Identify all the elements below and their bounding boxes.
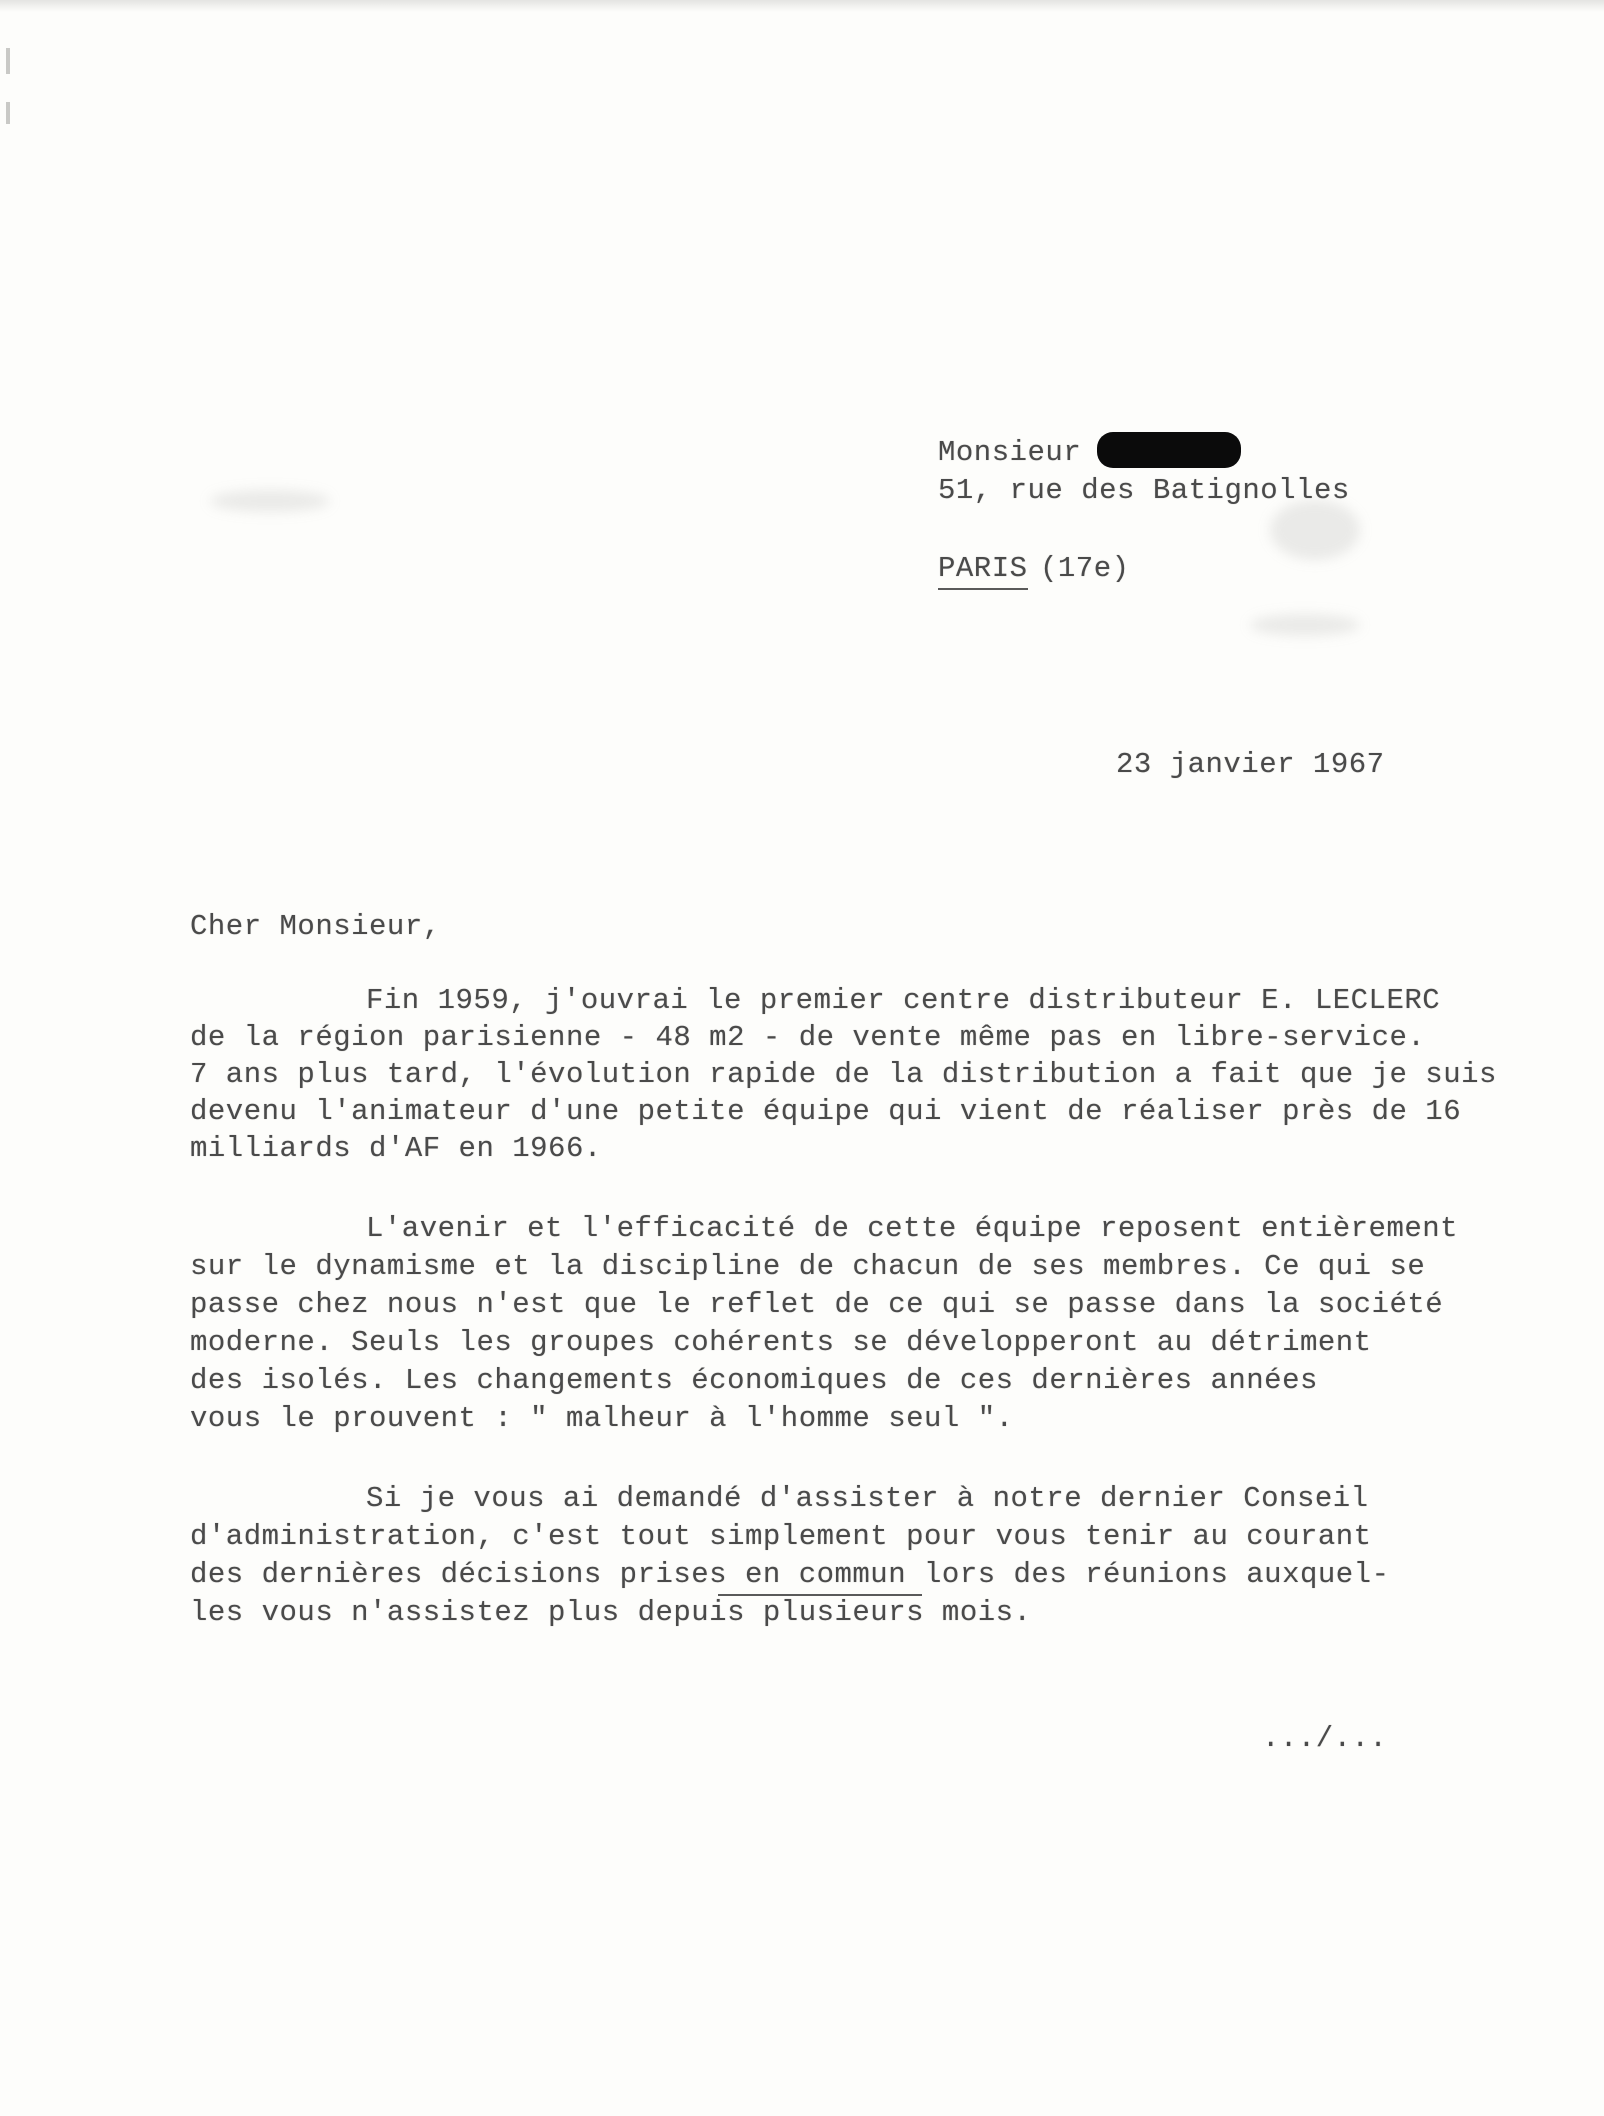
recipient-street: 51, rue des Batignolles bbox=[938, 474, 1350, 507]
greeting: Cher Monsieur, bbox=[190, 910, 441, 943]
paper-edge-mark bbox=[6, 48, 10, 74]
paragraph-3-line: Si je vous ai demandé d'assister à notre dernier Conseil bbox=[366, 1482, 1369, 1515]
city-underline bbox=[938, 588, 1028, 590]
paragraph-1-line: Fin 1959, j'ouvrai le premier centre distributeur E. LECLERC bbox=[366, 984, 1441, 1017]
paragraph-3-line: d'administration, c'est tout simplement pour vous tenir au courant bbox=[190, 1520, 1372, 1553]
paragraph-3-line: des dernières décisions prises en commun lors des réunions auxquel- bbox=[190, 1558, 1390, 1591]
paragraph-3-line: les vous n'assistez plus depuis plusieurs mois. bbox=[190, 1596, 1032, 1629]
paragraph-1-line: 7 ans plus tard, l'évolution rapide de la distribution a fait que je suis bbox=[190, 1058, 1497, 1091]
paragraph-1-line: de la région parisienne - 48 m2 - de vente même pas en libre-service. bbox=[190, 1021, 1426, 1054]
paragraph-2-line: L'avenir et l'efficacité de cette équipe reposent entièrement bbox=[366, 1212, 1459, 1245]
paragraph-1-line: devenu l'animateur d'une petite équipe qui vient de réaliser près de 16 bbox=[190, 1095, 1462, 1128]
paragraph-2-line: vous le prouvent : " malheur à l'homme seul ". bbox=[190, 1402, 1014, 1435]
ink-smudge bbox=[1270, 500, 1360, 560]
ink-smudge bbox=[1250, 614, 1360, 636]
paragraph-2-line: des isolés. Les changements économiques de ces dernières années bbox=[190, 1364, 1318, 1397]
recipient-district: (17e) bbox=[1040, 552, 1130, 585]
recipient-city: PARIS bbox=[938, 552, 1028, 585]
letter-date: 23 janvier 1967 bbox=[1116, 748, 1385, 781]
ink-smudge bbox=[210, 490, 330, 512]
paragraph-1-line: milliards d'AF en 1966. bbox=[190, 1132, 602, 1165]
paragraph-2-line: passe chez nous n'est que le reflet de ce qui se passe dans la société bbox=[190, 1288, 1444, 1321]
paragraph-2-line: moderne. Seuls les groupes cohérents se développeront au détriment bbox=[190, 1326, 1372, 1359]
paragraph-2-line: sur le dynamisme et la discipline de chacun de ses membres. Ce qui se bbox=[190, 1250, 1426, 1283]
paper-edge-mark bbox=[6, 102, 10, 124]
plusieurs-underline bbox=[726, 1594, 896, 1596]
recipient-title: Monsieur bbox=[938, 436, 1082, 469]
continuation-mark: .../... bbox=[1262, 1722, 1388, 1755]
paper-top-edge bbox=[0, 0, 1604, 12]
redacted-name bbox=[1097, 432, 1241, 468]
